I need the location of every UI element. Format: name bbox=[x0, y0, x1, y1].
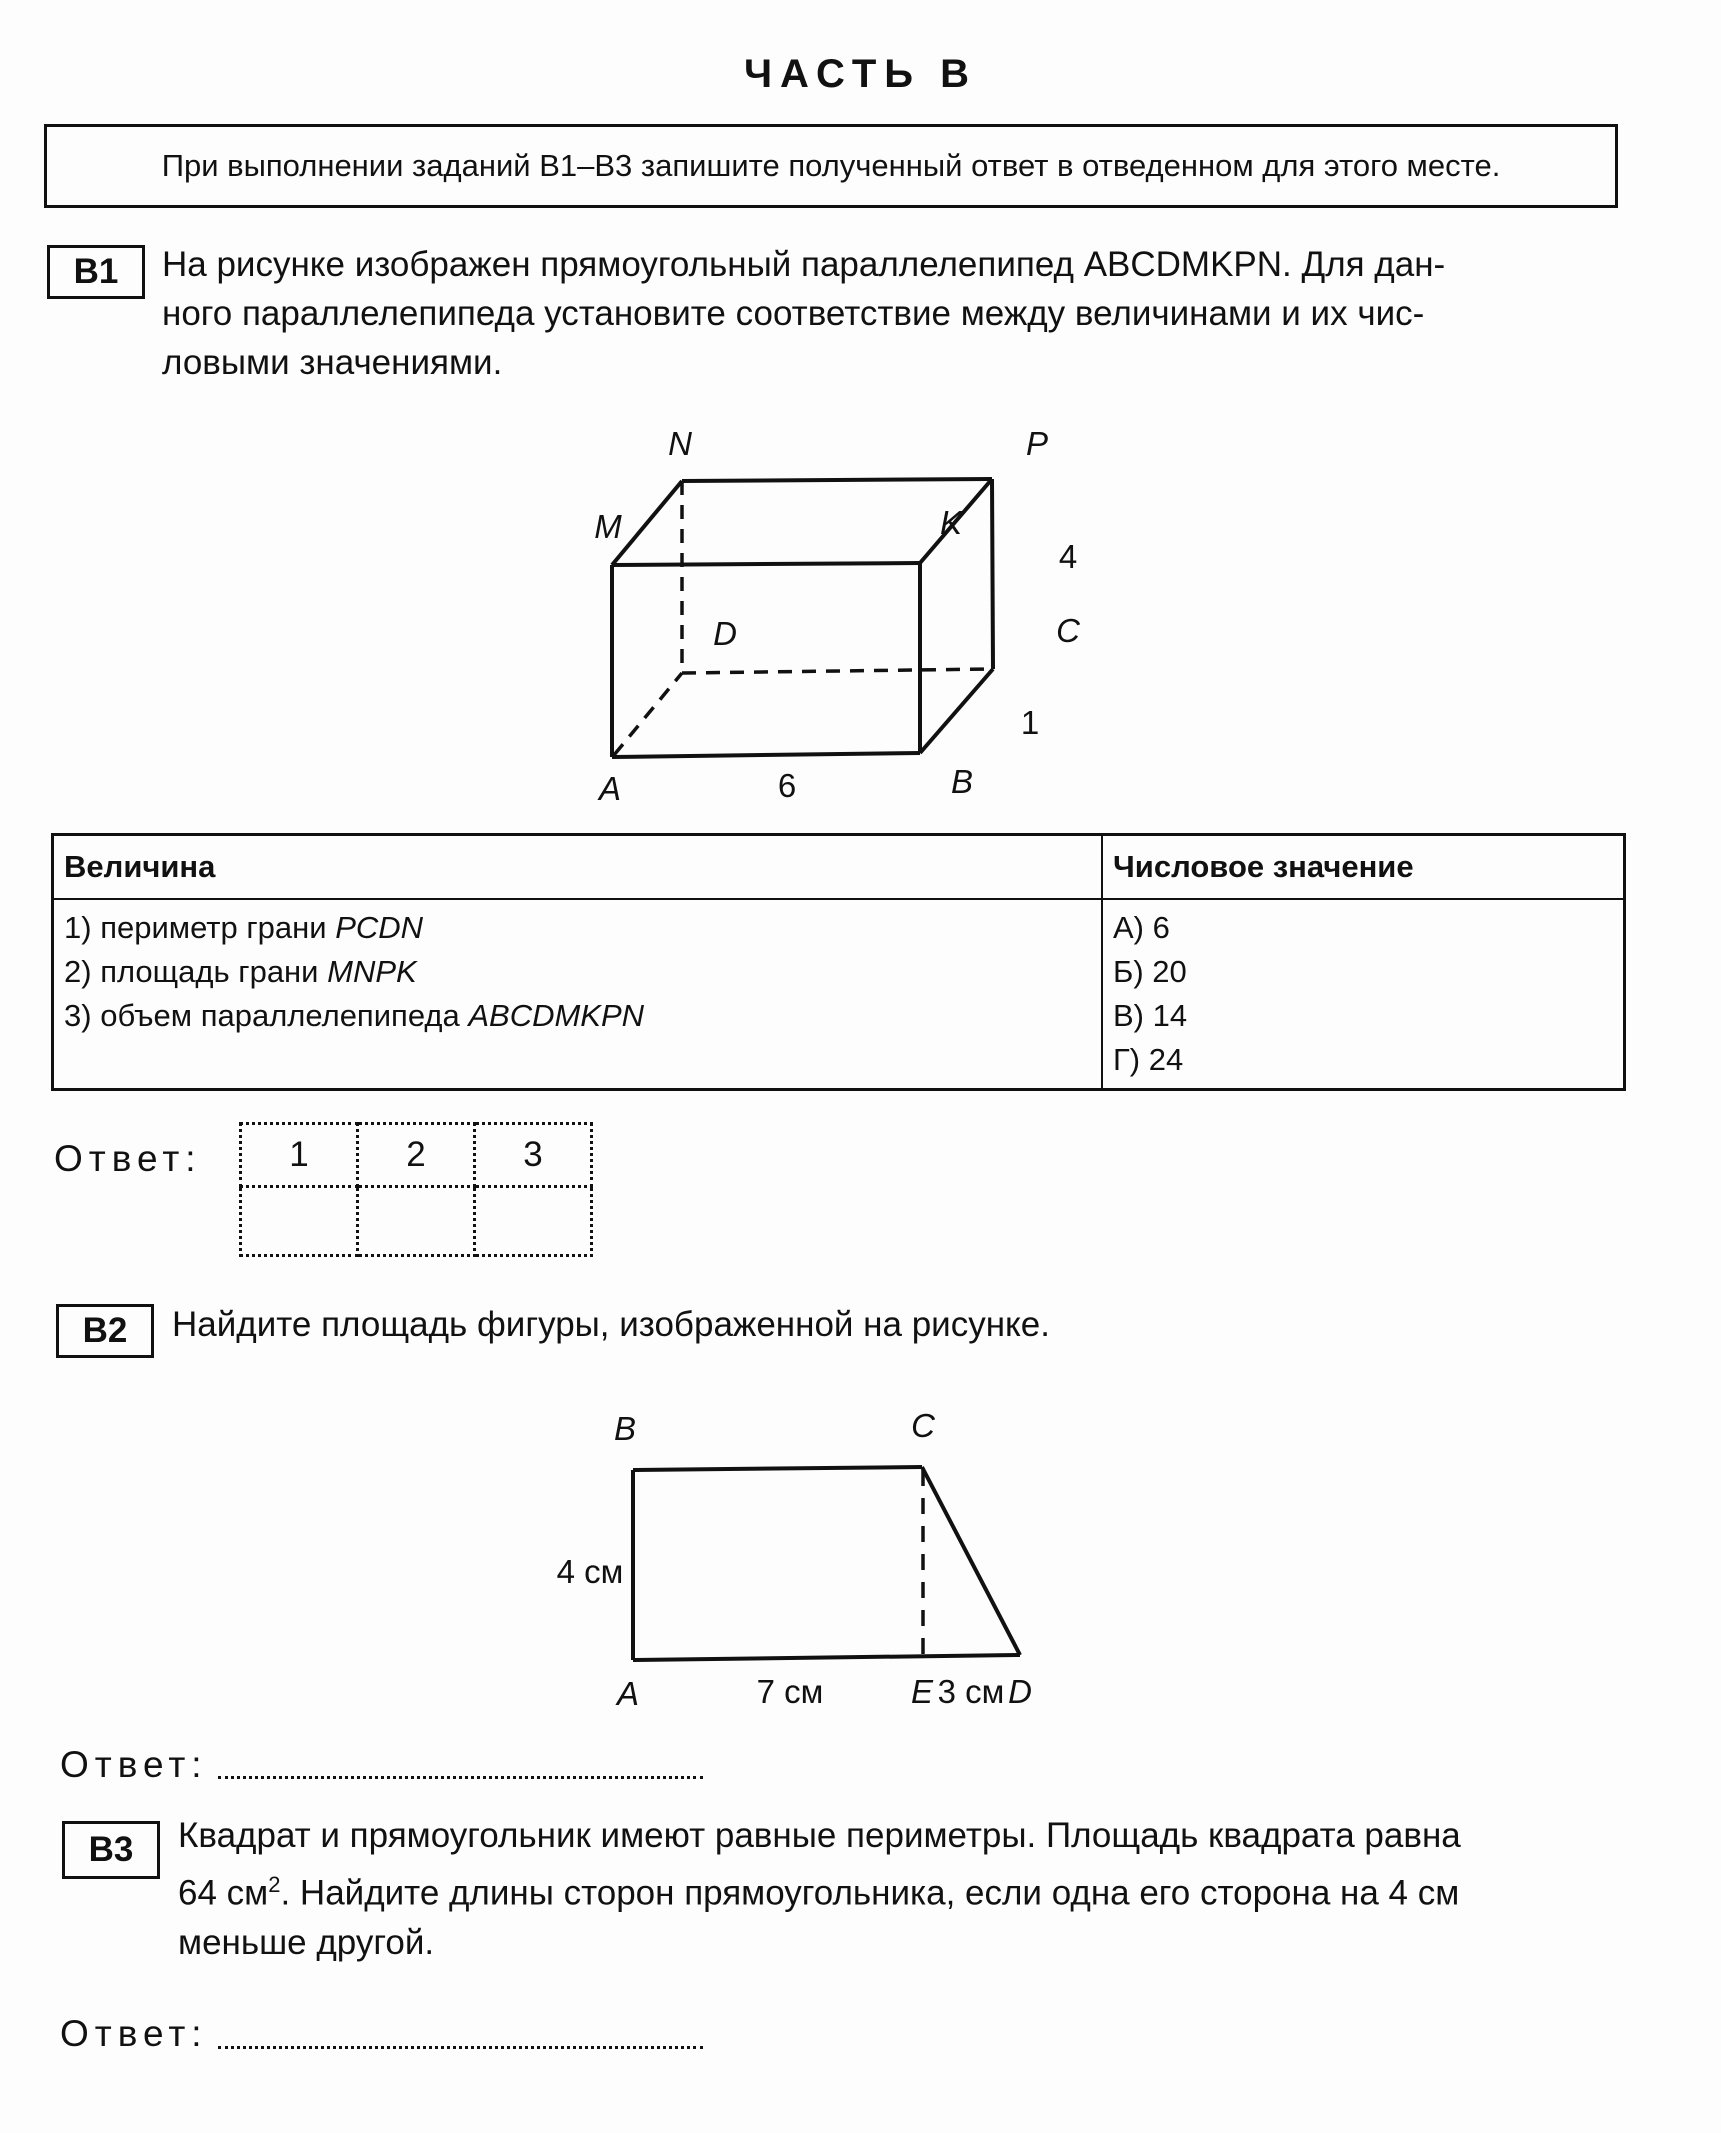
length-label-ED: 3 см bbox=[937, 1673, 1005, 1710]
task-b1-line: На рисунке изображен прямоугольный параллелепипед ABCDMKPN. Для дан- bbox=[162, 245, 1446, 284]
task-tag-b2: B2 bbox=[56, 1304, 154, 1358]
table-header-quantity: Величина bbox=[53, 835, 1103, 900]
vertex-label-B2-C: C bbox=[911, 1407, 935, 1444]
edge-length-AB: 6 bbox=[777, 767, 797, 804]
edge-length-BC: 1 bbox=[1020, 704, 1040, 741]
trapezoid-figure bbox=[633, 1467, 1020, 1660]
edge-AD bbox=[614, 673, 682, 755]
answer-grid-header: 3 bbox=[475, 1124, 592, 1187]
task-b1-line: ловыми значениями. bbox=[162, 343, 503, 382]
quantity-item: 1) периметр грани PCDN bbox=[64, 910, 424, 945]
quantity-item: 3) объем параллелепипеда ABCDMKPN bbox=[64, 998, 645, 1033]
answer-cell-3[interactable] bbox=[475, 1187, 592, 1256]
values-cell bbox=[1102, 899, 1625, 1090]
edge-MN bbox=[612, 481, 682, 565]
answer-label-b2: Ответ: bbox=[60, 1744, 208, 1785]
vertex-label-P: P bbox=[1025, 425, 1049, 462]
answer-line-b3[interactable] bbox=[218, 2046, 703, 2049]
length-label-AE: 7 см bbox=[756, 1673, 824, 1710]
answer-label-b1: Ответ: bbox=[54, 1138, 202, 1179]
vertex-label-B: B bbox=[950, 763, 974, 800]
vertex-label-B2-A: A bbox=[616, 1675, 640, 1712]
value-item: Б) 20 bbox=[1113, 954, 1187, 989]
vertex-label-M: M bbox=[594, 508, 622, 545]
matching-table bbox=[51, 833, 1626, 1091]
side-BC bbox=[633, 1467, 922, 1470]
vertex-label-B2-E: E bbox=[910, 1673, 934, 1710]
answer-grid-header: 2 bbox=[358, 1124, 475, 1187]
task-b3-line: Квадрат и прямоугольник имеют равные периметры. Площадь квадрата равна bbox=[178, 1816, 1461, 1855]
value-item: В) 14 bbox=[1113, 998, 1188, 1033]
answer-cell-1[interactable] bbox=[241, 1187, 358, 1256]
value-item: Г) 24 bbox=[1113, 1042, 1184, 1077]
task-b3-text bbox=[178, 1811, 1648, 1967]
edge-NP bbox=[682, 479, 992, 481]
table-header-value: Числовое значение bbox=[1102, 835, 1625, 900]
task-b3-line: 64 $см^2$. Найдите длины сторон прямоугольника, если одна его сторона на 4 см bbox=[178, 1872, 1460, 1913]
quantity-item: 2) площадь грани MNPK bbox=[64, 954, 417, 989]
task-tag-b1: B1 bbox=[47, 245, 145, 299]
vertex-label-B2-D: D bbox=[1008, 1673, 1032, 1710]
edge-length-CP: 4 bbox=[1058, 538, 1078, 575]
task-b2-text: Найдите площадь фигуры, изображенной на рисунке. bbox=[172, 1305, 1050, 1344]
edge-AB bbox=[612, 753, 920, 757]
task-b3-line: меньше другой. bbox=[178, 1922, 435, 1962]
vertex-label-C: C bbox=[1056, 612, 1080, 649]
value-item: А) 6 bbox=[1113, 910, 1170, 945]
edge-DC bbox=[682, 669, 993, 673]
answer-grid-header: 1 bbox=[241, 1124, 358, 1187]
edge-BC bbox=[920, 669, 993, 753]
vertex-label-N: N bbox=[668, 425, 692, 462]
answer-line-b2[interactable] bbox=[218, 1776, 703, 1779]
task-tag-b3: B3 bbox=[62, 1821, 160, 1879]
quantities-cell bbox=[53, 899, 1103, 1090]
answer-grid-b1 bbox=[239, 1122, 593, 1257]
instruction-text: При выполнении заданий B1–B3 запишите полученный ответ в отведенном для этого месте. bbox=[161, 148, 1501, 183]
answer-label-b3: Ответ: bbox=[60, 2013, 208, 2054]
vertex-label-A: A bbox=[598, 770, 622, 807]
task-b1-line: ного параллелепипеда установите соответствие между величинами и их чис- bbox=[162, 294, 1425, 333]
edge-MK bbox=[612, 563, 920, 565]
vertex-label-D: D bbox=[713, 615, 737, 652]
vertex-label-K: K bbox=[939, 504, 963, 541]
length-label-AB: 4 см bbox=[556, 1553, 624, 1590]
side-CD bbox=[922, 1467, 1020, 1655]
parallelepiped-figure bbox=[612, 479, 993, 757]
edge-PC bbox=[992, 479, 993, 669]
vertex-label-B2-B: B bbox=[613, 1410, 637, 1447]
page-title: ЧАСТЬ B bbox=[743, 52, 978, 96]
side-AD bbox=[633, 1655, 1020, 1660]
answer-cell-2[interactable] bbox=[358, 1187, 475, 1256]
